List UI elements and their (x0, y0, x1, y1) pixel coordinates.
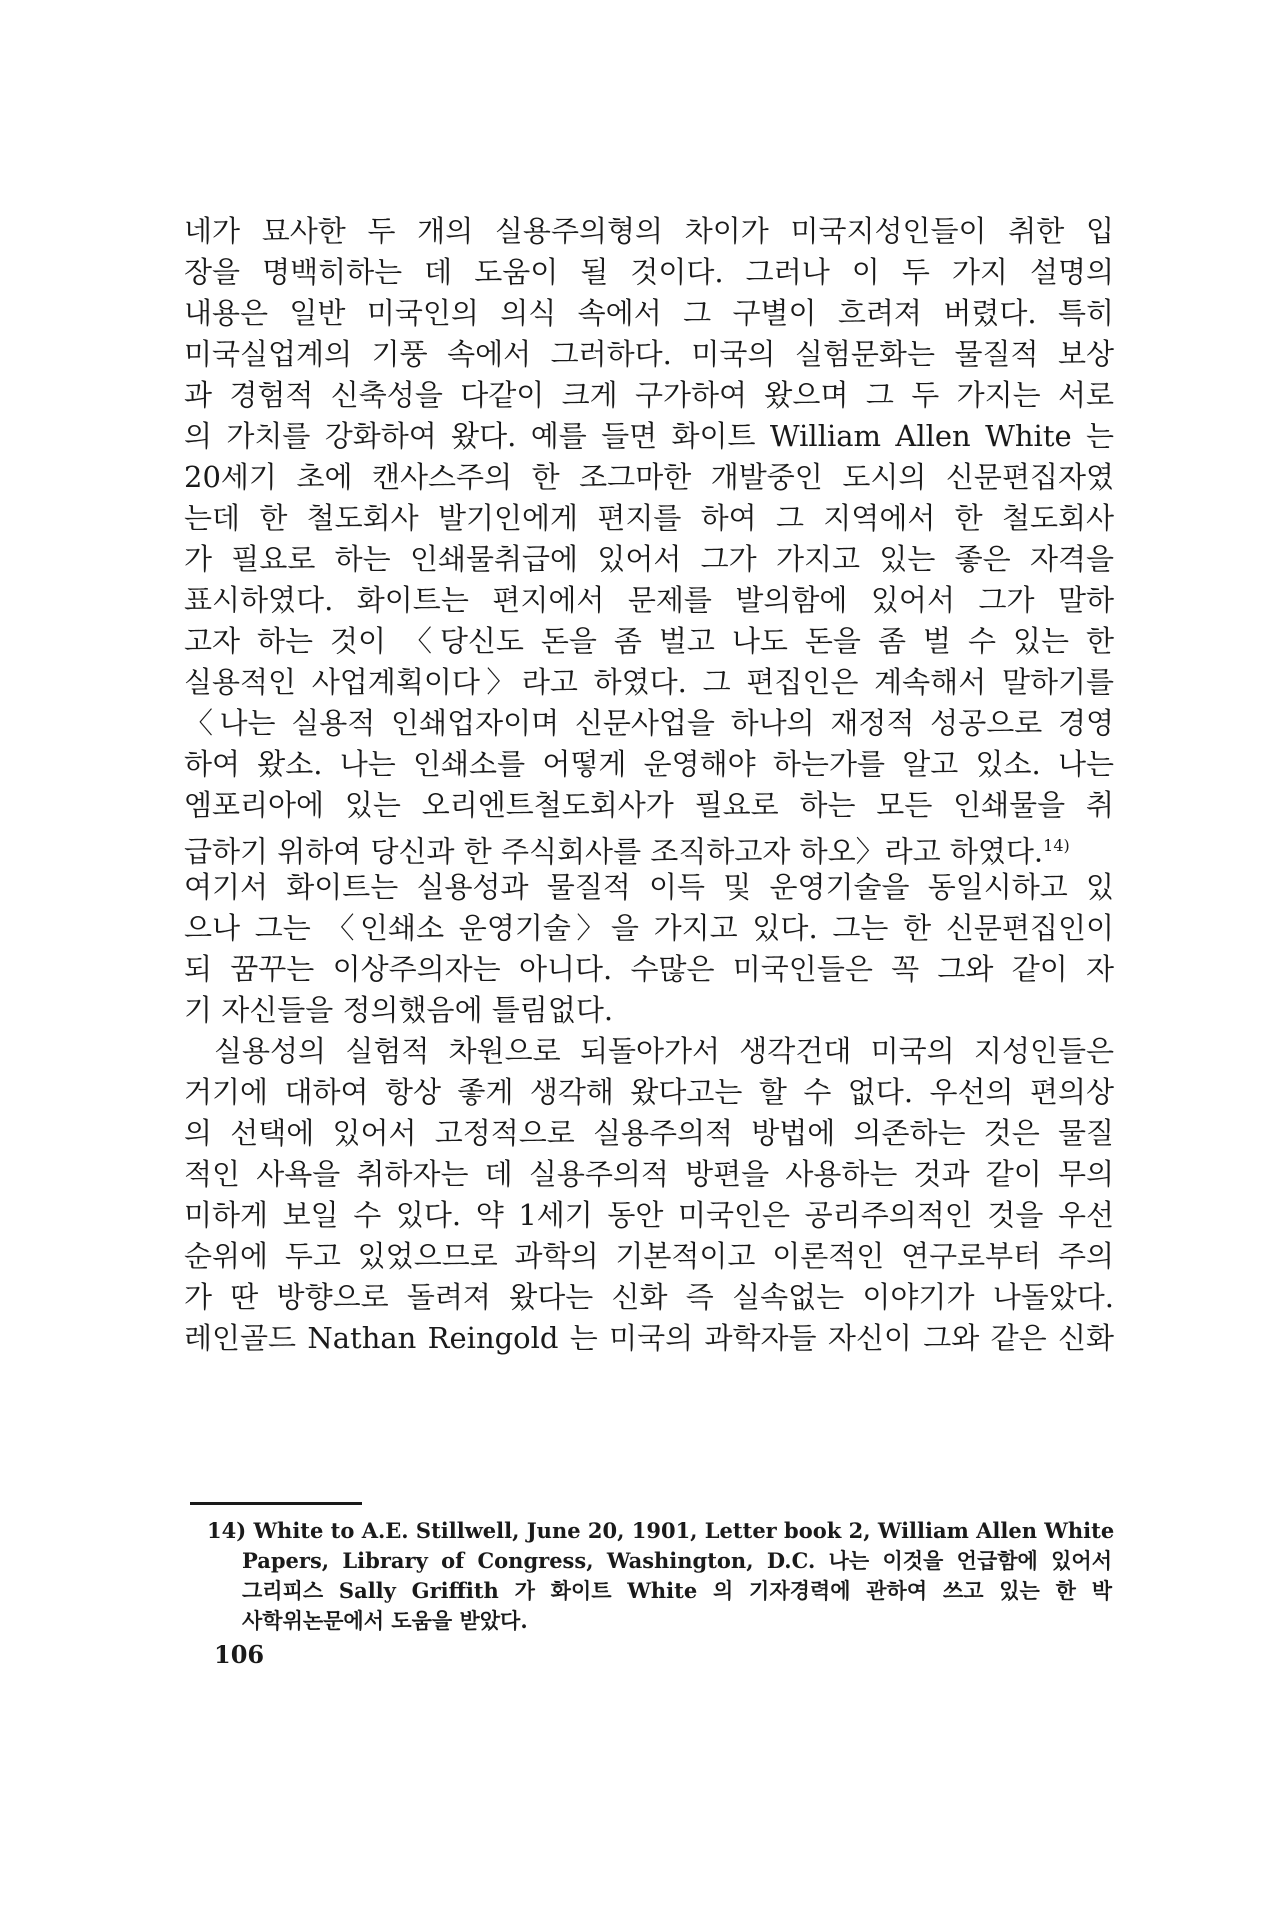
body-line-with-footnote-ref (184, 826, 1070, 872)
body-line: 표시하였다. 화이트는 편지에서 문제를 발의함에 있어서 그가 말하 (184, 583, 1114, 617)
body-line: 미하게 보일 수 있다. 약 1세기 동안 미국인은 공리주의적인 것을 우선 (184, 1198, 1114, 1232)
body-line: 가 딴 방향으로 돌려져 왔다는 신화 즉 실속없는 이야기가 나돌았다. (184, 1280, 1114, 1314)
body-line: 여기서 화이트는 실용성과 물질적 이득 및 운영기술을 동일시하고 있 (184, 870, 1114, 904)
body-line: 의 선택에 있어서 고정적으로 실용주의적 방법에 의존하는 것은 물질 (184, 1116, 1114, 1150)
body-line: 내용은 일반 미국인의 의식 속에서 그 구별이 흐려져 버렸다. 특히 (184, 296, 1114, 330)
body-line: 순위에 두고 있었으므로 과학의 기본적이고 이론적인 연구로부터 주의 (184, 1239, 1114, 1273)
body-line: 실용적인 사업계획이다〉라고 하였다. 그 편집인은 계속해서 말하기를 (184, 665, 1114, 699)
footnote-line: 14) White to A.E. Stillwell, June 20, 1901, Letter book 2, William Allen White (207, 1518, 1115, 1543)
body-line: 20세기 초에 캔사스주의 한 조그마한 개발중인 도시의 신문편집자였 (184, 460, 1114, 494)
body-line: 〈나는 실용적 인쇄업자이며 신문사업을 하나의 재정적 성공으로 경영 (184, 706, 1114, 740)
body-line: 되 꿈꾸는 이상주의자는 아니다. 수많은 미국인들은 꼭 그와 같이 자 (184, 952, 1114, 986)
body-line: 고자 하는 것이 〈당신도 돈을 좀 벌고 나도 돈을 좀 벌 수 있는 한 (184, 624, 1114, 658)
body-line: 네가 묘사한 두 개의 실용주의형의 차이가 미국지성인들이 취한 입 (184, 214, 1114, 248)
body-line: 거기에 대하여 항상 좋게 생각해 왔다고는 할 수 없다. 우선의 편의상 (184, 1075, 1114, 1109)
footnote-divider (190, 1502, 362, 1505)
body-line: 으나 그는 〈인쇄소 운영기술〉을 가지고 있다. 그는 한 신문편집인이 (184, 911, 1114, 945)
footnote-reference: 14) (1043, 836, 1070, 855)
body-line: 하여 왔소. 나는 인쇄소를 어떻게 운영해야 하는가를 알고 있소. 나는 (184, 747, 1114, 781)
body-line: 기 자신들을 정의했음에 틀림없다. (184, 993, 614, 1027)
body-line: 는데 한 철도회사 발기인에게 편지를 하여 그 지역에서 한 철도회사 (184, 501, 1114, 535)
body-line: 가 필요로 하는 인쇄물취급에 있어서 그가 가지고 있는 좋은 자격을 (184, 542, 1114, 576)
body-line: 레인골드 Nathan Reingold 는 미국의 과학자들 자신이 그와 같은 신화 (184, 1321, 1114, 1355)
body-line: 적인 사욕을 취하자는 데 실용주의적 방편을 사용하는 것과 같이 무의 (184, 1157, 1114, 1191)
footnote-line: 그리피스 Sally Griffith 가 화이트 White 의 기자경력에 관하여 쓰고 있는 한 박 (242, 1578, 1112, 1603)
body-line: 장을 명백히하는 데 도움이 될 것이다. 그러나 이 두 가지 설명의 (184, 255, 1114, 289)
body-line: 과 경험적 신축성을 다같이 크게 구가하여 왔으며 그 두 가지는 서로 (184, 378, 1114, 412)
body-line: 엠포리아에 있는 오리엔트철도회사가 필요로 하는 모든 인쇄물을 취 (184, 788, 1114, 822)
footnote-line: Papers, Library of Congress, Washington, D.C. 나는 이것을 언급함에 있어서 (242, 1548, 1112, 1573)
body-line: 미국실업계의 기풍 속에서 그러하다. 미국의 실험문화는 물질적 보상 (184, 337, 1114, 371)
footnote-line: 사학위논문에서 도움을 받았다. (242, 1608, 528, 1633)
body-line-paragraph-start: 실용성의 실험적 차원으로 되돌아가서 생각건대 미국의 지성인들은 (214, 1034, 1114, 1068)
body-line: 의 가치를 강화하여 왔다. 예를 들면 화이트 William Allen White 는 (184, 419, 1114, 453)
body-line: 급하기 위하여 당신과 한 주식회사를 조직하고자 하오〉라고 하였다. (184, 834, 1044, 869)
page-number: 106 (214, 1640, 265, 1669)
